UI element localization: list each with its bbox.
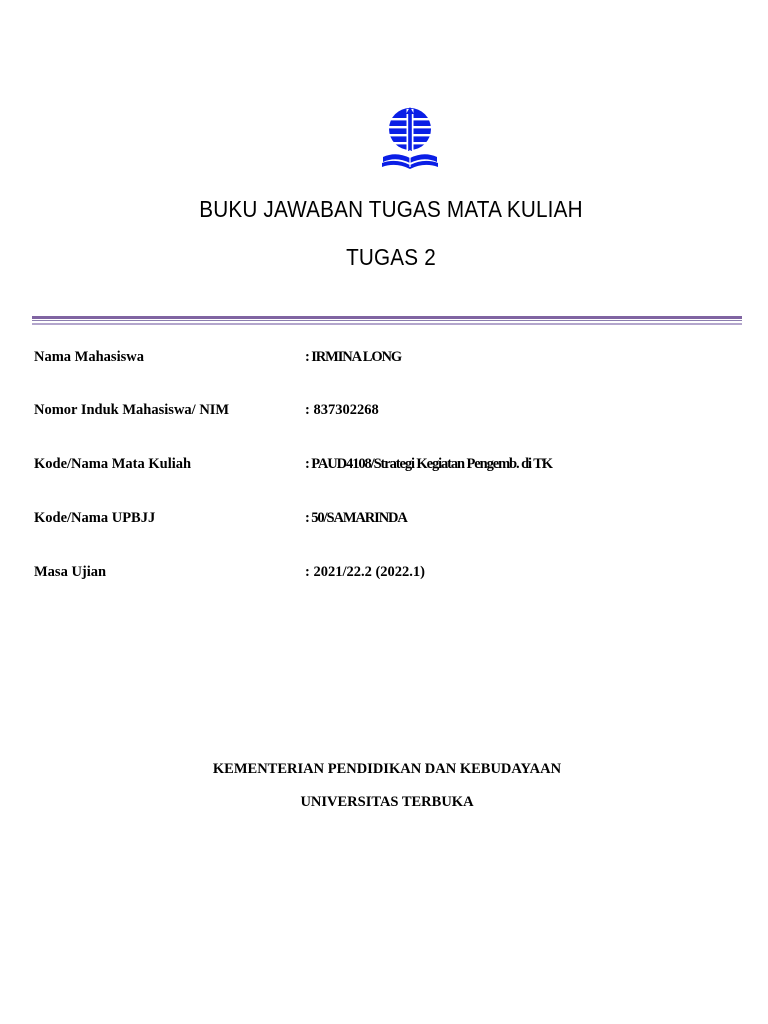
field-label: Masa Ujian	[34, 564, 107, 580]
document-title: BUKU JAWABAN TUGAS MATA KULIAH	[199, 196, 583, 222]
divider-line-bottom	[32, 323, 742, 325]
field-label: Nama Mahasiswa	[34, 349, 144, 365]
field-value: : 837302268	[305, 402, 379, 418]
field-value: : 50/SAMARINDA	[305, 510, 407, 526]
footer-university: UNIVERSITAS TERBUKA	[300, 794, 474, 810]
field-label: Kode/Nama UPBJJ	[34, 510, 156, 526]
divider-line-top	[32, 316, 742, 319]
divider-line-middle	[32, 320, 742, 321]
university-logo-icon	[381, 105, 439, 169]
field-value: : 2021/22.2 (2022.1)	[305, 564, 426, 580]
field-value: : PAUD4108/Strategi Kegiatan Pengemb. di TK	[305, 456, 552, 472]
document-subtitle: TUGAS 2	[346, 244, 436, 270]
field-label: Nomor Induk Mahasiswa/ NIM	[34, 402, 230, 418]
field-label: Kode/Nama Mata Kuliah	[34, 456, 192, 472]
field-value: : IRMINA LONG	[305, 349, 402, 365]
footer-ministry: KEMENTERIAN PENDIDIKAN DAN KEBUDAYAAN	[212, 761, 562, 777]
